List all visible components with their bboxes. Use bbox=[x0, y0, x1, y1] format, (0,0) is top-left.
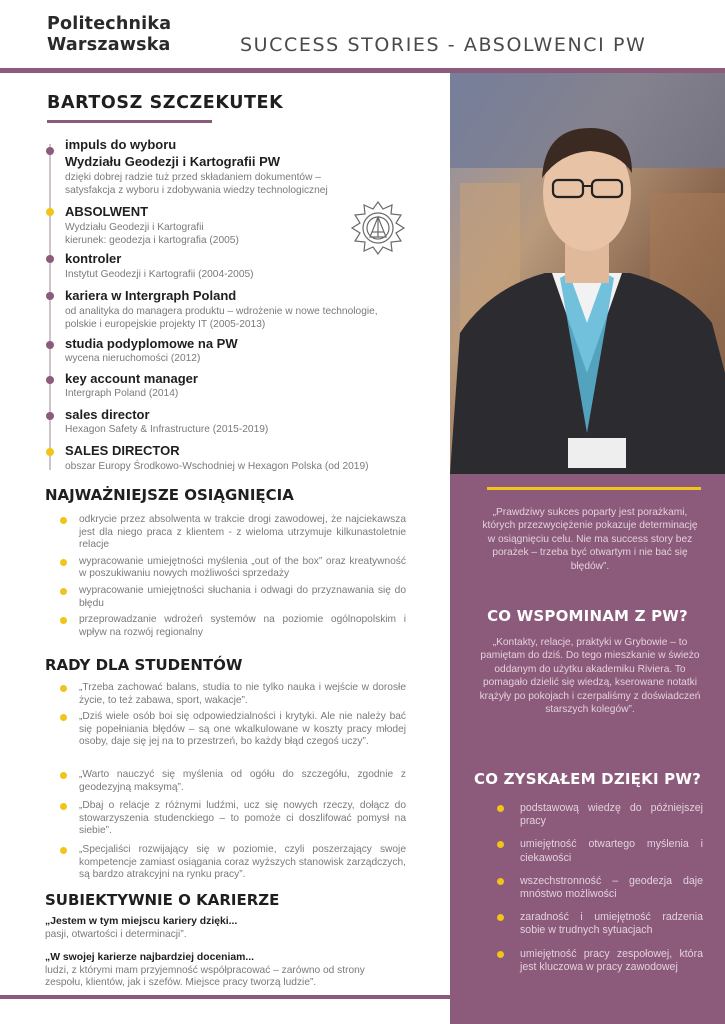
career-answer-2-text: ludzi, z którymi mam przyjemność współpracować – zarówno od strony zespołu, klientów, jak i szefów. Miejsce pracy tworzą ludzie”. bbox=[45, 964, 365, 989]
timeline-desc: kierunek: geodezja i kartografia (2005) bbox=[65, 235, 239, 246]
timeline-dot-icon bbox=[46, 255, 54, 263]
list-item: „Dbaj o relacje z różnymi ludźmi, ucz się nowych rzeczy, dołącz do stowarzyszenia studenckiego – to pomoże ci doszlifować pomysł na siebie”. bbox=[60, 800, 406, 838]
timeline-desc: Instytut Geodezji i Kartografii (2004-2005) bbox=[65, 269, 254, 280]
bullet-icon bbox=[60, 559, 67, 566]
timeline-dot-icon bbox=[46, 341, 54, 349]
career-answer-2 bbox=[45, 952, 405, 990]
career-heading: SUBIEKTYWNIE O KARIERZE bbox=[45, 891, 280, 909]
portrait-photo bbox=[450, 73, 725, 474]
timeline-desc: wycena nieruchomości (2012) bbox=[65, 353, 201, 364]
timeline-title: ABSOLWENT bbox=[65, 204, 149, 219]
logo-line-1: Politechnika bbox=[47, 14, 172, 34]
timeline-desc: Wydziału Geodezji i Kartografii bbox=[65, 222, 204, 233]
logo bbox=[47, 14, 171, 56]
list-item: przeprowadzanie wdrożeń systemów na poziomie ogólnopolskim i wpływ na rozwój regionalny bbox=[60, 614, 406, 639]
career-question-2: „W swojej karierze najbardziej doceniam... bbox=[45, 952, 255, 963]
advice-heading: RADY DLA STUDENTÓW bbox=[45, 656, 243, 674]
gains-heading: CO ZYSKAŁEM DZIĘKI PW? bbox=[473, 770, 701, 788]
achievements-list bbox=[60, 514, 406, 639]
timeline-dot-icon bbox=[46, 147, 54, 155]
bullet-icon bbox=[60, 847, 67, 854]
bullet-icon bbox=[497, 951, 504, 958]
timeline-desc: od analityka do managera produktu – wdrożenie w nowe technologie, bbox=[65, 306, 378, 317]
bottom-divider bbox=[0, 995, 450, 999]
career-answer-1 bbox=[45, 916, 405, 941]
list-item: „Trzeba zachować balans, studia to nie tylko nauka i wejście w dorosłe życie, to też zabawa, sport, wakacje”. bbox=[60, 682, 406, 707]
list-item: „Dziś wiele osób boi się odpowiedzialności i krytyki. Ale nie należy bać się popełniania błędów – są one wkalkulowane w koszty pracy młodej osoby, daje się jej na to przestrzeń, bo każdy błąd czegoś uczy”. bbox=[60, 711, 406, 749]
sidebar bbox=[450, 474, 725, 1024]
bullet-icon bbox=[497, 878, 504, 885]
list-item: podstawową wiedzę do późniejszej pracy bbox=[497, 802, 703, 828]
bullet-icon bbox=[60, 588, 67, 595]
timeline-dot-icon bbox=[46, 292, 54, 300]
timeline-title: kariera w Intergraph Poland bbox=[65, 288, 237, 303]
timeline-desc: dzięki dobrej radzie tuż przed składaniem dokumentów – bbox=[65, 172, 321, 183]
bullet-icon bbox=[60, 517, 67, 524]
timeline-dot-icon bbox=[46, 208, 54, 216]
bullet-icon bbox=[60, 803, 67, 810]
advice-list bbox=[60, 682, 406, 882]
page-title: SUCCESS STORIES - ABSOLWENCI PW bbox=[240, 34, 647, 56]
portrait-illustration bbox=[450, 73, 725, 474]
timeline-dot-icon bbox=[46, 412, 54, 420]
list-item: umiejętność otwartego myślenia i ciekawości bbox=[497, 838, 703, 864]
timeline-desc: Hexagon Safety & Infrastructure (2015-2019) bbox=[65, 424, 269, 435]
timeline-title: SALES DIRECTOR bbox=[65, 443, 180, 458]
bullet-icon bbox=[497, 841, 504, 848]
timeline-title: kontroler bbox=[65, 251, 122, 266]
bullet-icon bbox=[497, 914, 504, 921]
bullet-icon bbox=[60, 772, 67, 779]
list-item: odkrycie przez absolwenta w trakcie drogi zawodowej, że najciekawsza jest dla niego praca z klientem - z wieloma utrzymuje kilkunastoletnie relacje bbox=[60, 514, 406, 552]
timeline-desc: polskie i europejskie projekty IT (2005-2013) bbox=[65, 319, 266, 330]
bullet-icon bbox=[60, 714, 67, 721]
gains-list bbox=[497, 802, 703, 984]
timeline-title: impuls do wyboru bbox=[65, 137, 177, 152]
timeline-title: key account manager bbox=[65, 371, 198, 386]
career-answer-1-text: pasji, otwartości i determinacji”. bbox=[45, 928, 187, 940]
university-emblem-icon bbox=[350, 200, 406, 256]
timeline-line bbox=[49, 144, 51, 470]
timeline-desc: satysfakcja z wyboru i zdobywania wiedzy technologicznej bbox=[65, 185, 328, 196]
list-item: wszechstronność – geodezja daje mnóstwo możliwości bbox=[497, 875, 703, 901]
timeline-dot-icon bbox=[46, 376, 54, 384]
memories-heading: CO WSPOMINAM Z PW? bbox=[487, 607, 688, 625]
person-name: BARTOSZ SZCZEKUTEK bbox=[47, 93, 284, 113]
career-question-1: „Jestem w tym miejscu kariery dzięki... bbox=[45, 916, 238, 927]
timeline-title-2: Wydziału Geodezji i Kartografii PW bbox=[65, 154, 281, 169]
achievements-heading: NAJWAŻNIEJSZE OSIĄGNIĘCIA bbox=[45, 486, 294, 504]
list-item: wypracowanie umiejętności słuchania i odwagi do przyznawania się do błędu bbox=[60, 585, 406, 610]
timeline-title: studia podyplomowe na PW bbox=[65, 336, 238, 351]
logo-line-2: Warszawska bbox=[47, 35, 171, 55]
timeline-title: sales director bbox=[65, 407, 150, 422]
memories-text: „Kontakty, relacje, praktyki w Grybowie – to pamiętam do dziś. Do tego mieszkanie w świeżo oddanym do użytku akademiku Riviera. To pomagało dzielić się wiedzą, kserowane notatki krążyły po pokojach i czerpaliśmy z doświadczeń starszych kolegów”. bbox=[479, 637, 701, 716]
list-item: „Warto nauczyć się myślenia od ogółu do szczegółu, zgodnie z geodezyjną maksymą”. bbox=[60, 769, 406, 794]
sidebar-divider bbox=[487, 487, 701, 490]
bullet-icon bbox=[60, 685, 67, 692]
timeline-dot-icon bbox=[46, 448, 54, 456]
timeline-desc: Intergraph Poland (2014) bbox=[65, 388, 179, 399]
list-item: wypracowanie umiejętności myślenia „out of the box” oraz kreatywność w poszukiwaniu nowych możliwości sprzedaży bbox=[60, 556, 406, 581]
timeline-desc: obszar Europy Środkowo-Wschodniej w Hexagon Polska (od 2019) bbox=[65, 461, 369, 472]
list-item: umiejętność pracy zespołowej, która jest kluczowa w pracy zawodowej bbox=[497, 948, 703, 974]
list-item: „Specjaliści rozwijający się w poziomie, czyli poszerzający swoje kompetencje zamiast osiągania coraz wyższych stanowisk zarządczych, są bardzo atrakcyjni na rynku pracy”. bbox=[60, 844, 406, 882]
main-quote: „Prawdziwy sukces poparty jest porażkami, których przezwyciężenie pokazuje determinację w osiągnięciu celu. Nie ma success story bez porażek – trzeba być otwartym i nie bać się błędów”. bbox=[482, 507, 698, 572]
bullet-icon bbox=[497, 805, 504, 812]
list-item: zaradność i umiejętność radzenia sobie w trudnych sytuacjach bbox=[497, 911, 703, 937]
name-underline bbox=[47, 120, 212, 123]
bullet-icon bbox=[60, 617, 67, 624]
